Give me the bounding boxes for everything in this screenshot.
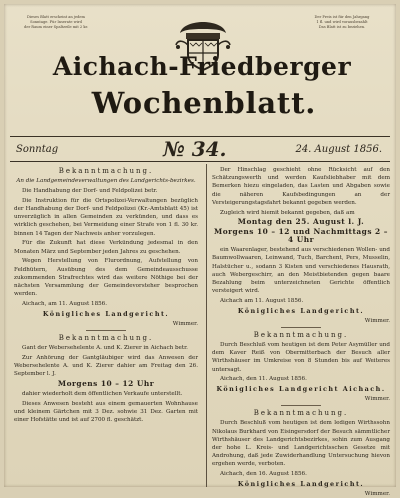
- masthead-title-line-2: Wochenblatt.: [91, 86, 317, 120]
- notice-separator: [86, 330, 126, 331]
- notice-paragraph: Der Hinschlag geschieht ohne Rücksicht auf den Schätzungswerth und werden Kaufsliebhaber mit dem Bemerken hiezu eingeladen, das Lasten und Abgaben sowie die näheren Kaufsbedingungen an der Versteigerungstagsfahrt bekannt gegeben werden.: [212, 167, 390, 206]
- notice-heading: Bekanntmachung.: [253, 330, 349, 339]
- notice-paragraph: ein Waarenlager, bestehend aus verschiedenen Wollen- und Baumwollwaaren, Leinwand, Tuch, Barchent, Pers, Musselin, Halstücher u., sodann 3 Kisten und verschiedenes Hausrath, auch Webergeschirr, an den Meistbietenden gegen baare Bezahlung beim unterzeichneten Gerichte öffentlich versteigert wird.: [212, 247, 390, 295]
- notice-subject: Die Handhabung der Dorf- und Feldpolizei betr.: [22, 188, 158, 194]
- header-note-left-line: der Raum einer Spaltzeile mit 2 kr.: [24, 25, 88, 30]
- notice-separator: [281, 405, 321, 406]
- notice-date: Aichach, am 11. August 1856.: [22, 301, 108, 308]
- notice-date: Aichach, den 16. August 1856.: [220, 471, 307, 478]
- notice-signatory: Wimmer.: [364, 317, 390, 324]
- column-divider: [206, 164, 207, 487]
- masthead-rule-bottom: [10, 161, 390, 162]
- notice-date: Aichach am 11. August 1856.: [220, 298, 304, 305]
- notice-subject: Gant der Webersehelente A. und K. Zierer in Aichach betr.: [22, 345, 188, 352]
- notice-signature: Königliches Landgericht.: [237, 306, 365, 315]
- issue-number: № 34.: [163, 137, 227, 161]
- notice-date: Aichach, den 11. August 1856.: [220, 376, 307, 383]
- notice-paragraph: Durch Beschluß vom heutigen ist dem Peter Asymüller und dem Kaver Reiß von Obermitterbach der Besuch aller Wirthshäuser im Umkreise von 8 Stunden bis auf Weiteres untersagt.: [212, 342, 390, 373]
- notice-paragraph: Für die Zukunft hat diese Verkündung jedesmal in den Monaten März und September jeden Jahres zu geschehen.: [14, 240, 198, 255]
- notice-heading: Bekanntmachung.: [58, 333, 154, 342]
- notice-heading: Bekanntmachung.: [58, 167, 154, 175]
- header-note-right-line: Das Blatt ist zu beziehen.: [318, 25, 366, 30]
- notice-signature: Königliches Landgericht.: [237, 480, 365, 489]
- notice-paragraph: Die Instruktion für die Ortspolizei-Verwaltungen bezüglich der Handhabung der Dorf- und Feldpolizei (Kr.-Amtsblatt 45) ist unverzüglich in allen Gemeinden zu verkünden, und dass es wirklich geschehen, bei Vermeidung einer Strafe von 1 fl. 30 kr. binnen 14 Tagen der Nachweis anher vorzulegen.: [14, 197, 198, 237]
- notice-separator: [281, 327, 321, 328]
- dateline: [10, 137, 390, 161]
- header-note-right: [296, 15, 388, 31]
- left-column: [14, 166, 198, 483]
- header-note-left-line: Dieses Blatt erscheint an jedem: [27, 15, 85, 19]
- notice-time: Morgens 10 – 12 Uhr: [57, 379, 155, 389]
- notice-paragraph: Dieses Anwesen besteht aus einem gemauerten Wohnhause und kleinem Gärtchen mit 3 Dez. sohwie 31 Dez. Garten mit einer Hofstätte und ist auf 2700 fl. geschätzt.: [14, 400, 198, 424]
- notice-heading: Bekanntmachung.: [253, 409, 349, 418]
- masthead-title-line-1: Aichach-Friedberger: [52, 52, 352, 81]
- notice-signatory: Wimmer.: [364, 396, 390, 403]
- right-column: [212, 166, 390, 497]
- notice-paragraph: Zugleich wird hiemit bekannt gegeben, daß am: [220, 209, 355, 216]
- notice-time: Morgens 10 – 12 und Nachmittags 2 – 4 Uhr: [214, 227, 388, 245]
- header-note-right-line: Der Preis ist für den Jahrgang: [314, 15, 370, 19]
- notice-paragraph: Zur Anhörung der Gantgläubiger wird das Anwesen der Webersehelente A. und K. Zierer dahier am Freitag den 26. September l. J.: [14, 354, 198, 378]
- notice-address: An die Landgemeindeverwaltungen des Landgerichts-bezirkes.: [16, 178, 196, 185]
- notice-paragraph: Wegen Herstellung von Flurordnung, Aufstellung von Feldhütern, Ausübung des dem Gemeindeausschusse zukommenden Strafrechtes wird das weitere Nöthige bei der nächsten Versammlung der Gemeindevorsteher besprochen werden.: [14, 258, 198, 298]
- header-note-left-line: Sonntage. Für Inserate wird: [30, 20, 82, 25]
- notice-signature: Königliches Landgericht.: [42, 309, 170, 318]
- notice-signatory: Wimmer.: [364, 490, 390, 497]
- notice-paragraph: Durch Beschluß vom heutigen ist dem ledigen Wirthssohn Nikolaus Burkhard von Eisingersdorf der Besuch sämmtlicher Wirthshäuser des Landgerichtsbezirkes, sohin zum Ausgang der hohe L. Kreis- und Landgerichtsschen Gesetze mit Androhung, daß jede Zuwiderhandlung Untersuchung hievon ergehen werde, verboten.: [212, 420, 390, 468]
- header-note-right-line: 1 fl. und wird vorausbezahlt: [316, 20, 368, 25]
- notice-date-line: Montag den 25. August l. J.: [237, 217, 365, 227]
- newspaper-page: [4, 4, 396, 497]
- dateline-weekday: Sonntag: [16, 144, 59, 155]
- notice-paragraph: dahier wiederholt dem öffentlichen Verkaufe unterstellt.: [22, 390, 183, 397]
- notice-signatory: Wimmer.: [172, 320, 198, 327]
- dateline-date: 24. August 1856.: [295, 144, 382, 155]
- header-note-left: [10, 15, 102, 31]
- notice-signature: Königliches Landgericht Aichach.: [216, 385, 386, 394]
